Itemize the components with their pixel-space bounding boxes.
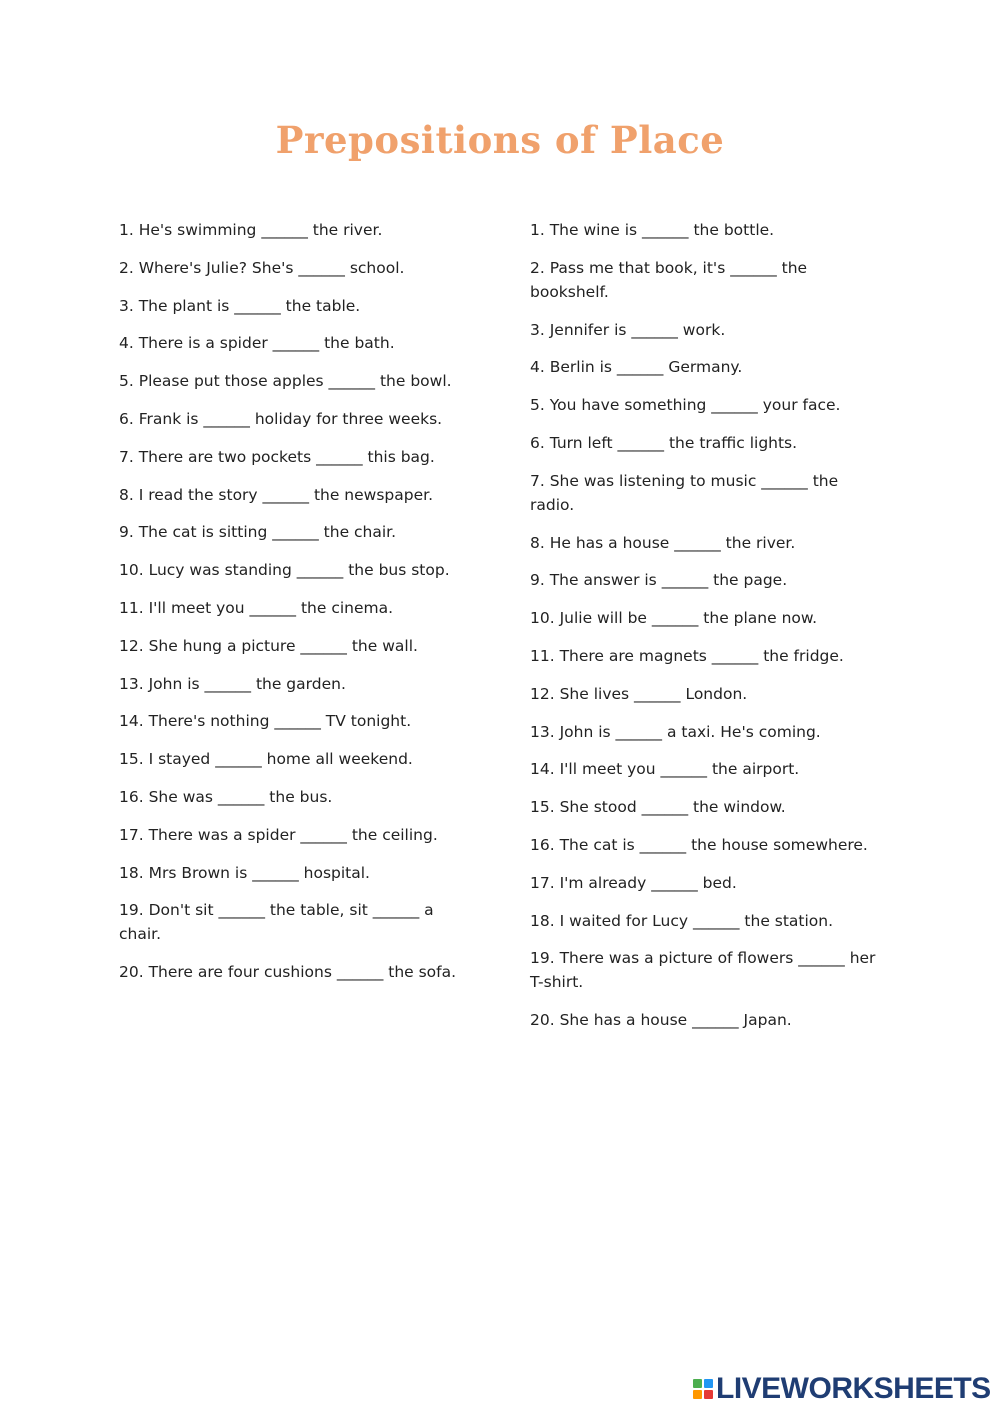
- right-exercise-item: 7. She was listening to music ______ the radio.: [530, 471, 839, 514]
- left-exercise-item: 20. There are four cushions ______ the sofa.: [119, 963, 457, 982]
- brand-name: LIVEWORKSHEETS: [716, 1372, 991, 1405]
- left-exercise-item: 1. He's swimming ______ the river.: [119, 221, 383, 239]
- left-exercise-item: 5. Please put those apples ______ the bowl.: [119, 372, 452, 391]
- right-exercise-item: 16. The cat is ______ the house somewhere.: [530, 835, 868, 854]
- left-exercise-item: 4. There is a spider ______ the bath.: [119, 334, 395, 353]
- right-exercise-list: [530, 218, 885, 1046]
- right-exercise-item: 3. Jennifer is ______ work.: [530, 320, 726, 339]
- left-exercise-item: 14. There's nothing ______ TV tonight.: [119, 712, 412, 731]
- left-exercise-item: 16. She was ______ the bus.: [119, 787, 333, 806]
- left-exercise-item: 9. The cat is sitting ______ the chair.: [119, 523, 397, 542]
- left-exercise-item: 17. There was a spider ______ the ceiling.: [119, 825, 438, 844]
- right-exercise-item: 15. She stood ______ the window.: [530, 798, 786, 817]
- left-exercise-list: [119, 218, 469, 998]
- brand-mark-tile: [693, 1379, 702, 1388]
- right-exercise-item: 11. There are magnets ______ the fridge.: [530, 646, 844, 665]
- left-exercise-item: 7. There are two pockets ______ this bag.: [119, 447, 435, 466]
- brand-mark-tile: [704, 1379, 713, 1388]
- page-title: Prepositions of Place: [275, 118, 725, 162]
- left-exercise-item: 10. Lucy was standing ______ the bus stop.: [119, 561, 450, 580]
- left-exercise-item: 19. Don't sit ______ the table, sit ______ a chair.: [119, 901, 434, 944]
- left-exercise-item: 2. Where's Julie? She's ______ school.: [119, 258, 405, 277]
- right-exercise-item: 2. Pass me that book, it's ______ the bookshelf.: [530, 258, 808, 301]
- right-exercise-item: 13. John is ______ a taxi. He's coming.: [530, 722, 821, 741]
- right-exercise-item: 5. You have something ______ your face.: [530, 396, 841, 415]
- right-exercise-item: 19. There was a picture of flowers ______ her T-shirt.: [530, 949, 876, 992]
- right-exercise-item: 9. The answer is ______ the page.: [530, 571, 788, 590]
- left-exercise-item: 13. John is ______ the garden.: [119, 674, 346, 693]
- brand-mark-tile: [704, 1390, 713, 1399]
- right-exercise-item: 10. Julie will be ______ the plane now.: [530, 609, 818, 628]
- right-exercise-item: 17. I'm already ______ bed.: [530, 873, 737, 892]
- left-exercise-item: 8. I read the story ______ the newspaper.: [119, 485, 434, 504]
- right-exercise-item: 1. The wine is ______ the bottle.: [530, 221, 775, 239]
- brand-mark-tile: [693, 1390, 702, 1399]
- right-exercise-item: 12. She lives ______ London.: [530, 684, 748, 703]
- liveworksheets-logo[interactable]: [693, 1374, 991, 1404]
- right-exercise-item: 18. I waited for Lucy ______ the station.: [530, 911, 834, 930]
- left-exercise-item: 6. Frank is ______ holiday for three weeks.: [119, 409, 443, 428]
- right-exercise-item: 6. Turn left ______ the traffic lights.: [530, 433, 798, 452]
- left-exercise-item: 3. The plant is ______ the table.: [119, 296, 361, 315]
- right-exercise-item: 20. She has a house ______ Japan.: [530, 1011, 792, 1030]
- brand-mark-icon: [693, 1379, 713, 1399]
- left-exercise-item: 12. She hung a picture ______ the wall.: [119, 636, 418, 655]
- left-exercise-item: 18. Mrs Brown is ______ hospital.: [119, 863, 370, 882]
- left-exercise-item: 15. I stayed ______ home all weekend.: [119, 750, 413, 769]
- right-exercise-item: 4. Berlin is ______ Germany.: [530, 358, 743, 377]
- right-exercise-item: 8. He has a house ______ the river.: [530, 533, 796, 552]
- left-exercise-item: 11. I'll meet you ______ the cinema.: [119, 598, 394, 617]
- right-exercise-item: 14. I'll meet you ______ the airport.: [530, 760, 800, 779]
